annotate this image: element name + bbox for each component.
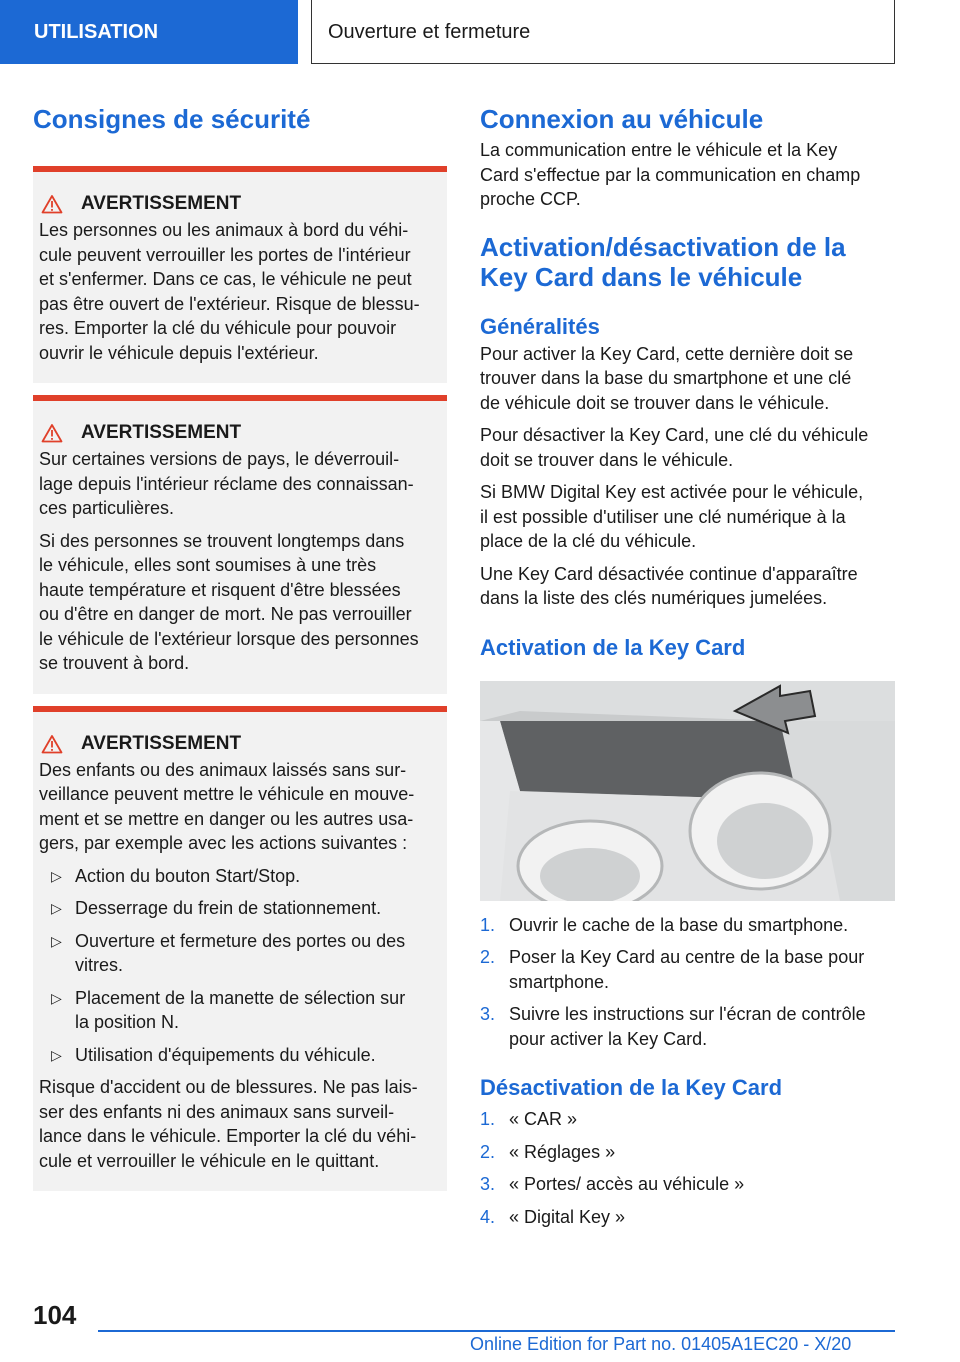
list-item: 1. « CAR » (480, 1109, 578, 1129)
warning-text: Si des personnes se trouvent longtemps dans le véhicule, elles sont soumises à une très haute température et risquent d'être blessées ou d'être en danger de mort. Ne pas verrouiller le véhicule de l'extérieur lorsque des personnes se trouvent à bord. (39, 530, 419, 673)
paragraph: Pour désactiver la Key Card, une clé du véhicule doit se trouver dans le véhicule. (480, 425, 869, 470)
deactivation-heading: Désactivation de la Key Card (480, 1075, 783, 1100)
warning-box-3 (33, 706, 447, 1192)
activation-heading: Activation/désactivation de la Key Card dans le véhicule (480, 231, 846, 292)
warning-label: AVERTISSEMENT (81, 732, 242, 754)
list-item: 1. Ouvrir le cache de la base du smartphone. (480, 914, 849, 935)
triangle-bullet-icon: ▷ (51, 867, 62, 884)
generalites-heading: Généralités (480, 313, 600, 339)
warning-label: AVERTISSEMENT (81, 193, 242, 214)
page-number: 104 (33, 1300, 77, 1330)
list-item: 2. « Réglages » (480, 1141, 616, 1162)
chapter-title: Ouverture et fermeture (311, 0, 895, 64)
list-item: ▷ Ouverture et fermeture des portes ou des vitres. (39, 929, 439, 978)
smartphone-tray-illustration (480, 681, 895, 901)
list-item: ▷ Action du bouton Start/Stop. (39, 864, 439, 889)
warning-triangle-icon (41, 423, 63, 443)
paragraph: Si BMW Digital Key est activée pour le véhicule, il est possible d'utiliser une clé numérique à la place de la clé du véhicule. (480, 482, 864, 551)
list-item: 2. Poser la Key Card au centre de la base pour smartphone. (480, 947, 865, 992)
warning-label: AVERTISSEMENT (81, 422, 242, 443)
list-item: ▷ Desserrage du frein de stationnement. (39, 896, 439, 921)
list-item: ▷ Utilisation d'équipements du véhicule. (39, 1043, 439, 1068)
triangle-bullet-icon: ▷ (51, 989, 62, 1006)
activation-card-heading: Activation de la Key Card (480, 634, 746, 660)
triangle-bullet-icon: ▷ (51, 900, 62, 916)
section-tab: UTILISATION (0, 0, 298, 64)
edition-note: Online Edition for Part no. 01405A1EC20 - X/20 (470, 1334, 852, 1354)
warning-text: Sur certaines versions de pays, le déverrouil- lage depuis l'intérieur réclame des connaissan- ces particulières. (39, 449, 414, 518)
warning-text: Des enfants ou des animaux laissés sans sur- veillance peuvent mettre le véhicule en mouve- ment et se mettre en danger ou les autres usa- gers, par exemple avec les actions suivantes : (39, 759, 415, 853)
list-item: ▷ Placement de la manette de sélection sur la position N. (39, 986, 439, 1035)
warning-box-2 (33, 395, 447, 694)
warning-text: Les personnes ou les animaux à bord du véhi- cule peuvent verrouiller les portes de l'intérieur et s'enfermer. Dans ce cas, le véhicule ne peut pas être ouvert de l'extérieur. Risque de blessu- res. Emporter la clé du véhicule pour pouvoir ouvrir le véhicule depuis l'extérieur. (39, 220, 420, 363)
footer-rule (98, 1330, 895, 1332)
connexion-text: La communication entre le véhicule et la Key Card s'effectue par la communication en champ proche CCP. (480, 140, 861, 209)
list-item: 3. Suivre les instructions sur l'écran de contrôle pour activer la Key Card. (480, 1004, 866, 1049)
triangle-bullet-icon: ▷ (51, 932, 62, 949)
triangle-bullet-icon: ▷ (51, 1046, 62, 1063)
warning-text: Risque d'accident ou de blessures. Ne pas lais- ser des enfants ni des animaux sans surveil- lance dans le véhicule. Emporter la clé du véhi- cule et verrouiller le véhicule en le quittant. (39, 1077, 418, 1171)
warning-box-1 (33, 166, 447, 383)
paragraph: Pour activer la Key Card, cette dernière doit se trouver dans la base du smartphone et une clé de véhicule doit se trouver dans le véhicule. (480, 343, 854, 413)
list-item: 4. « Digital Key » (480, 1206, 626, 1227)
paragraph: Une Key Card désactivée continue d'apparaître dans la liste des clés numériques jumelées. (480, 563, 858, 608)
warning-triangle-icon (41, 734, 63, 754)
left-column (33, 100, 447, 1191)
right-column (480, 100, 895, 1229)
warning-triangle-icon (41, 194, 63, 214)
safety-heading: Consignes de sécurité (33, 104, 311, 134)
connexion-heading: Connexion au véhicule (480, 104, 764, 134)
list-item: 3. « Portes/ accès au véhicule » (480, 1174, 745, 1194)
